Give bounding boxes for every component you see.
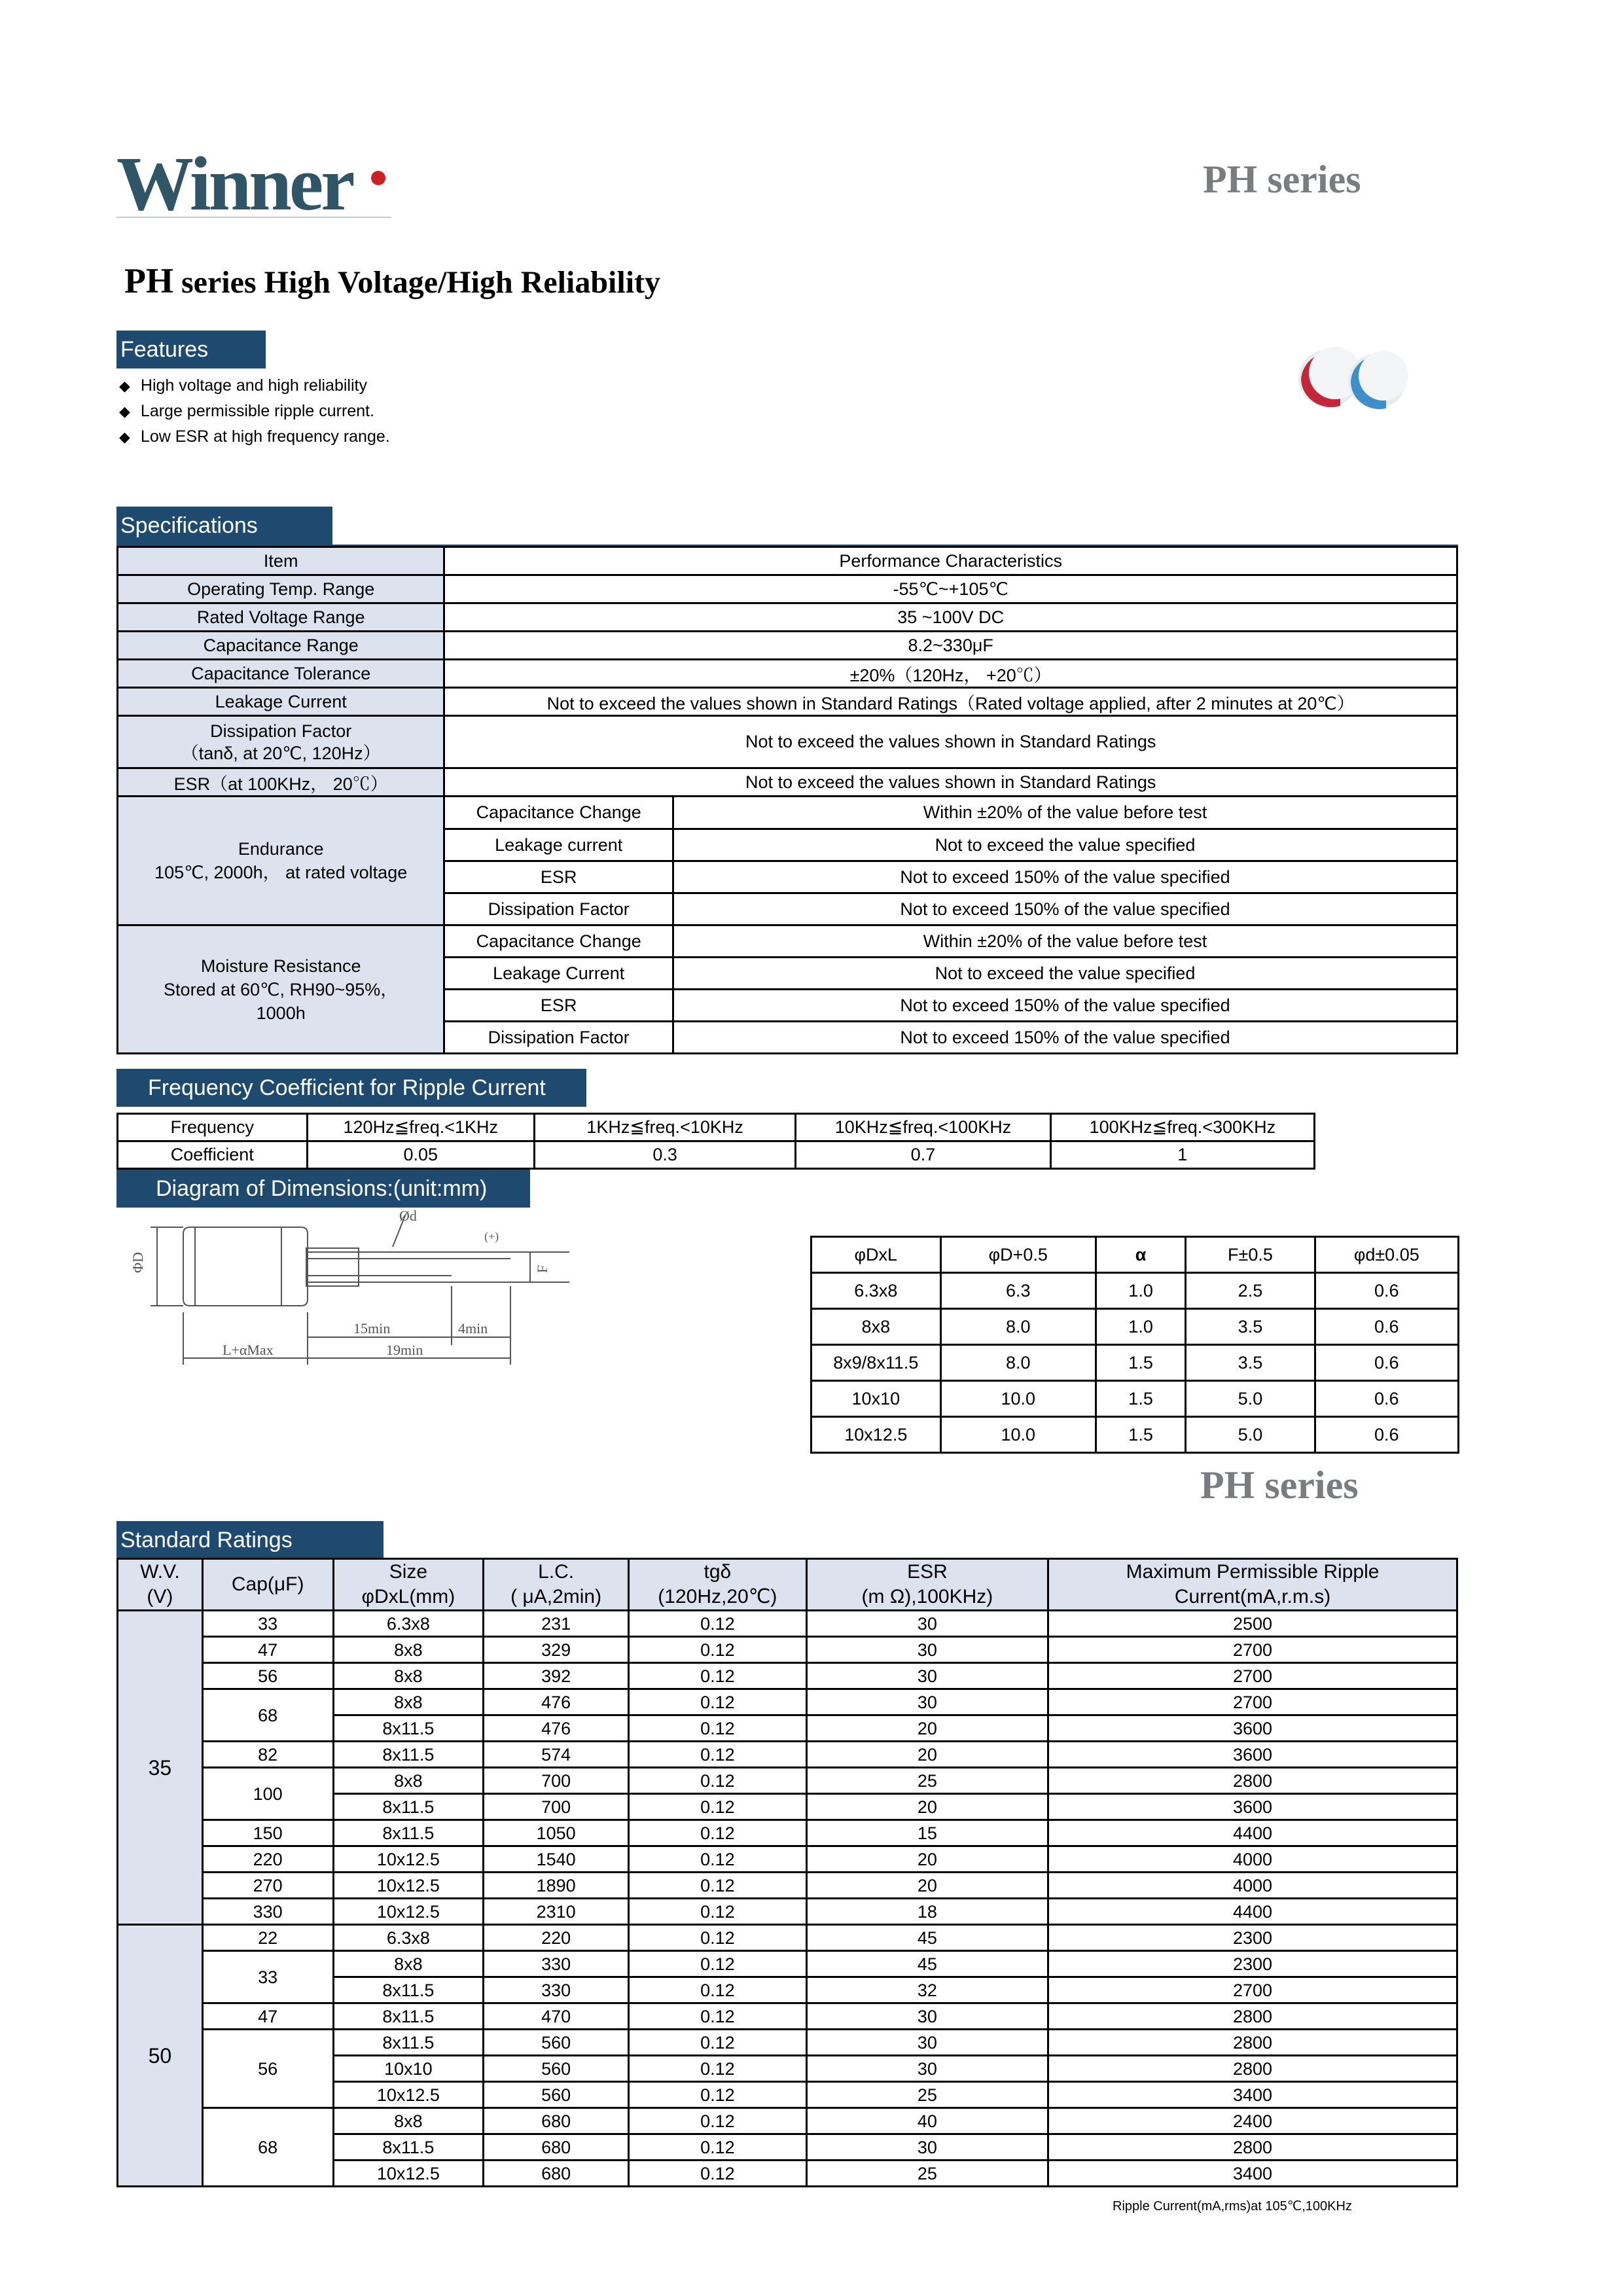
tg-cell: 0.12 <box>628 1742 806 1768</box>
table-row <box>118 1114 1315 1141</box>
capacitance-cell: 220 <box>202 1846 333 1873</box>
standard-ratings-table <box>116 1558 1458 2187</box>
table-row <box>118 1925 1457 1951</box>
size-cell: 8x11.5 <box>333 1715 484 1742</box>
test-value: Not to exceed 150% of the value specified <box>673 990 1457 1022</box>
spec-item: ESR（at 100KHz， 20℃） <box>118 768 444 797</box>
column-header: φDxL <box>812 1237 941 1273</box>
lc-cell: 560 <box>484 2082 629 2108</box>
table-row <box>118 575 1457 603</box>
features-tab: Features <box>116 331 266 368</box>
coefficient-cell: 0.3 <box>535 1141 796 1169</box>
table-row <box>118 603 1457 632</box>
esr-cell: 20 <box>806 1715 1048 1742</box>
specifications-table <box>116 546 1458 1054</box>
tg-cell: 0.12 <box>628 1846 806 1873</box>
capacitance-cell: 82 <box>202 1742 333 1768</box>
label-line: 1000h <box>256 1003 306 1023</box>
footnote: Ripple Current(mA,rms)at 105℃,100KHz <box>1113 2199 1352 2214</box>
frequency-cell: 1KHz≦freq.<10KHz <box>535 1114 796 1141</box>
tg-cell: 0.12 <box>628 1715 806 1742</box>
header-line: (m Ω),100KHz) <box>861 1586 993 1607</box>
esr-cell: 40 <box>806 2108 1048 2134</box>
tg-cell: 0.12 <box>628 1689 806 1715</box>
table-cell: 8x9/8x11.5 <box>812 1345 941 1381</box>
size-cell: 8x8 <box>333 1689 484 1715</box>
tg-cell: 0.12 <box>628 1820 806 1846</box>
size-cell: 6.3x8 <box>333 1611 484 1637</box>
tg-cell: 0.12 <box>628 1611 806 1637</box>
header-line: Size <box>389 1561 428 1583</box>
capacitance-cell: 270 <box>202 1873 333 1899</box>
esr-cell: 30 <box>806 1637 1048 1663</box>
header-line: (V) <box>147 1586 173 1607</box>
tg-cell: 0.12 <box>628 1951 806 1977</box>
size-cell: 10x10 <box>333 2056 484 2082</box>
tg-cell: 0.12 <box>628 2003 806 2030</box>
esr-cell: 25 <box>806 2082 1048 2108</box>
lc-cell: 680 <box>484 2134 629 2161</box>
table-cell: 10x10 <box>812 1381 941 1417</box>
ripple-cell: 2800 <box>1048 2030 1457 2056</box>
capacitance-cell: 33 <box>202 1611 333 1637</box>
lc-cell: 1050 <box>484 1820 629 1846</box>
tg-cell: 0.12 <box>628 1873 806 1899</box>
size-cell: 8x8 <box>333 2108 484 2134</box>
dimensions-tab: Diagram of Dimensions:(unit:mm) <box>116 1170 530 1208</box>
ripple-cell: 2700 <box>1048 1663 1457 1689</box>
esr-cell: 30 <box>806 1689 1048 1715</box>
size-cell: 8x8 <box>333 1768 484 1794</box>
table-row <box>812 1345 1459 1381</box>
lead-15-label: 15min <box>353 1320 391 1336</box>
capacitance-cell: 22 <box>202 1925 333 1951</box>
table-cell: 8.0 <box>940 1345 1096 1381</box>
dimensions-table <box>810 1236 1459 1454</box>
coefficient-label: Coefficient <box>118 1141 308 1169</box>
ripple-cell: 2700 <box>1048 1637 1457 1663</box>
diameter-label: ΦD <box>130 1252 146 1273</box>
test-value: Within ±20% of the value before test <box>673 797 1457 829</box>
col-tg <box>628 1559 806 1611</box>
esr-cell: 15 <box>806 1820 1048 1846</box>
test-item: Capacitance Change <box>444 925 673 958</box>
test-item: Leakage current <box>444 829 673 861</box>
features-list <box>119 373 390 450</box>
table-row <box>812 1309 1459 1345</box>
table-cell: 0.6 <box>1315 1273 1458 1309</box>
winner-logo <box>116 149 398 221</box>
table-row <box>118 1689 1457 1715</box>
lc-cell: 392 <box>484 1663 629 1689</box>
test-value: Not to exceed 150% of the value specified <box>673 1022 1457 1054</box>
test-value: Within ±20% of the value before test <box>673 925 1457 958</box>
test-item: ESR <box>444 861 673 893</box>
table-row <box>118 1899 1457 1925</box>
coefficient-cell: 0.7 <box>796 1141 1050 1169</box>
table-row <box>118 1611 1457 1637</box>
test-item: Capacitance Change <box>444 797 673 829</box>
tg-cell: 0.12 <box>628 1977 806 2003</box>
table-cell: 0.6 <box>1315 1381 1458 1417</box>
tg-cell: 0.12 <box>628 2082 806 2108</box>
voltage-cell: 35 <box>118 1611 203 1925</box>
ripple-cell: 2700 <box>1048 1689 1457 1715</box>
size-cell: 8x8 <box>333 1637 484 1663</box>
header-line: ( μA,2min) <box>510 1586 602 1607</box>
table-cell: 2.5 <box>1186 1273 1315 1309</box>
size-cell: 10x12.5 <box>333 1873 484 1899</box>
spec-item <box>118 716 444 768</box>
pitch-label: F <box>534 1265 550 1273</box>
plus-label: (+) <box>484 1230 499 1243</box>
capacitance-cell: 68 <box>202 1689 333 1742</box>
test-item: Dissipation Factor <box>444 1022 673 1054</box>
table-cell: 5.0 <box>1186 1381 1315 1417</box>
table-row <box>118 688 1457 716</box>
test-item: ESR <box>444 990 673 1022</box>
lc-cell: 680 <box>484 2108 629 2134</box>
size-cell: 10x12.5 <box>333 1899 484 1925</box>
tg-cell: 0.12 <box>628 1637 806 1663</box>
esr-cell: 30 <box>806 1611 1048 1637</box>
esr-cell: 45 <box>806 1951 1048 1977</box>
esr-cell: 30 <box>806 2003 1048 2030</box>
capacitance-cell: 68 <box>202 2108 333 2187</box>
esr-cell: 45 <box>806 1925 1048 1951</box>
ripple-cell: 2400 <box>1048 2108 1457 2134</box>
table-row <box>118 1873 1457 1899</box>
frequency-tab: Frequency Coefficient for Ripple Current <box>116 1069 586 1107</box>
spec-value: Not to exceed the values shown in Standard Ratings <box>444 768 1457 797</box>
test-value: Not to exceed the value specified <box>673 829 1457 861</box>
spec-item-line: （tanδ, at 20℃, 120Hz） <box>181 743 381 763</box>
spec-item: Capacitance Range <box>118 632 444 660</box>
table-row <box>118 716 1457 768</box>
endurance-label <box>118 797 444 925</box>
col-esr <box>806 1559 1048 1611</box>
ripple-cell: 3600 <box>1048 1794 1457 1820</box>
table-row <box>118 1742 1457 1768</box>
ratings-tab: Standard Ratings <box>116 1521 383 1559</box>
tg-cell: 0.12 <box>628 2056 806 2082</box>
label-line: Stored at 60℃, RH90~95%， <box>164 979 399 999</box>
table-row <box>118 925 1457 958</box>
ripple-cell: 2500 <box>1048 1611 1457 1637</box>
size-cell: 8x8 <box>333 1663 484 1689</box>
ripple-cell: 2800 <box>1048 1768 1457 1794</box>
lc-cell: 680 <box>484 2161 629 2187</box>
table-row <box>118 1768 1457 1794</box>
table-row <box>118 1637 1457 1663</box>
table-row <box>118 1141 1315 1169</box>
table-row <box>118 1846 1457 1873</box>
table-cell: 0.6 <box>1315 1417 1458 1453</box>
column-header: α <box>1096 1237 1185 1273</box>
size-cell: 6.3x8 <box>333 1925 484 1951</box>
size-cell: 8x11.5 <box>333 2030 484 2056</box>
dimension-diagram <box>124 1208 582 1378</box>
table-row <box>118 2108 1457 2134</box>
header-line: Current(mA,r.m.s) <box>1174 1586 1331 1607</box>
ripple-cell: 3600 <box>1048 1715 1457 1742</box>
size-cell: 8x11.5 <box>333 1742 484 1768</box>
specifications-tab: Specifications <box>116 507 332 545</box>
table-cell: 6.3x8 <box>812 1273 941 1309</box>
table-cell: 1.5 <box>1096 1417 1185 1453</box>
esr-cell: 20 <box>806 1742 1048 1768</box>
tg-cell: 0.12 <box>628 1899 806 1925</box>
feature-item: ◆ High voltage and high reliability <box>119 373 390 399</box>
lead-4-label: 4min <box>458 1320 488 1336</box>
table-cell: 1.0 <box>1096 1273 1185 1309</box>
size-cell: 10x12.5 <box>333 1846 484 1873</box>
table-row <box>812 1417 1459 1453</box>
frequency-cell: 10KHz≦freq.<100KHz <box>796 1114 1050 1141</box>
test-value: Not to exceed 150% of the value specified <box>673 861 1457 893</box>
table-cell: 0.6 <box>1315 1345 1458 1381</box>
test-value: Not to exceed the value specified <box>673 958 1457 990</box>
ripple-cell: 3600 <box>1048 1742 1457 1768</box>
size-cell: 8x11.5 <box>333 2134 484 2161</box>
ripple-cell: 4400 <box>1048 1820 1457 1846</box>
lc-cell: 476 <box>484 1715 629 1742</box>
spec-value: Not to exceed the values shown in Standard Ratings <box>444 716 1457 768</box>
header-performance: Performance Characteristics <box>444 547 1457 575</box>
capacitance-cell: 56 <box>202 1663 333 1689</box>
esr-cell: 32 <box>806 1977 1048 2003</box>
size-cell: 10x12.5 <box>333 2161 484 2187</box>
table-row <box>118 2030 1457 2056</box>
table-row <box>812 1381 1459 1417</box>
table-row <box>118 660 1457 688</box>
lc-cell: 1540 <box>484 1846 629 1873</box>
title-rest: series High Voltage/High Reliability <box>173 265 661 300</box>
ripple-cell: 4000 <box>1048 1873 1457 1899</box>
table-cell: 3.5 <box>1186 1345 1315 1381</box>
table-cell: 8x8 <box>812 1309 941 1345</box>
table-cell: 8.0 <box>940 1309 1096 1345</box>
spec-value: 35 ~100V DC <box>444 603 1457 632</box>
page-title <box>124 260 660 301</box>
spec-item: Rated Voltage Range <box>118 603 444 632</box>
svg-text:Winner: Winner <box>116 149 353 221</box>
series-tag: PH series <box>1203 158 1361 201</box>
table-row <box>118 632 1457 660</box>
ripple-cell: 4400 <box>1048 1899 1457 1925</box>
test-item: Leakage Current <box>444 958 673 990</box>
table-row <box>118 768 1457 797</box>
table-row <box>118 1951 1457 1977</box>
table-row <box>118 1820 1457 1846</box>
spec-value: -55℃~+105℃ <box>444 575 1457 603</box>
size-cell: 8x11.5 <box>333 1794 484 1820</box>
esr-cell: 25 <box>806 1768 1048 1794</box>
ripple-cell: 4000 <box>1048 1846 1457 1873</box>
esr-cell: 30 <box>806 2134 1048 2161</box>
capacitance-cell: 56 <box>202 2030 333 2108</box>
table-header-row <box>118 1559 1457 1611</box>
capacitance-cell: 47 <box>202 1637 333 1663</box>
spec-item: Leakage Current <box>118 688 444 716</box>
table-cell: 10x12.5 <box>812 1417 941 1453</box>
header-line: W.V. <box>140 1561 180 1583</box>
coefficient-cell: 1 <box>1050 1141 1314 1169</box>
capacitance-cell: 100 <box>202 1768 333 1820</box>
size-cell: 8x8 <box>333 1951 484 1977</box>
table-row <box>118 797 1457 829</box>
lc-cell: 329 <box>484 1637 629 1663</box>
table-cell: 1.0 <box>1096 1309 1185 1345</box>
table-row <box>812 1273 1459 1309</box>
capacitance-cell: 150 <box>202 1820 333 1846</box>
frequency-cell: 120Hz≦freq.<1KHz <box>307 1114 534 1141</box>
frequency-table <box>116 1113 1315 1170</box>
ripple-cell: 3400 <box>1048 2161 1457 2187</box>
capacitance-cell: 47 <box>202 2003 333 2030</box>
column-header: φd±0.05 <box>1315 1237 1458 1273</box>
esr-cell: 30 <box>806 2030 1048 2056</box>
lc-cell: 574 <box>484 1742 629 1768</box>
tg-cell: 0.12 <box>628 1925 806 1951</box>
col-wv <box>118 1559 203 1611</box>
lc-cell: 231 <box>484 1611 629 1637</box>
lc-cell: 2310 <box>484 1899 629 1925</box>
table-row <box>118 1663 1457 1689</box>
esr-cell: 18 <box>806 1899 1048 1925</box>
spec-value: Not to exceed the values shown in Standard Ratings（Rated voltage applied, after 2 minutes at 20℃） <box>444 688 1457 716</box>
moisture-label <box>118 925 444 1054</box>
tg-cell: 0.12 <box>628 2108 806 2134</box>
capacitance-cell: 33 <box>202 1951 333 2003</box>
tg-cell: 0.12 <box>628 1663 806 1689</box>
esr-cell: 30 <box>806 1663 1048 1689</box>
tg-cell: 0.12 <box>628 1768 806 1794</box>
table-row <box>118 2003 1457 2030</box>
frequency-label: Frequency <box>118 1114 308 1141</box>
label-line: 105℃, 2000h， at rated voltage <box>154 863 408 882</box>
lc-cell: 560 <box>484 2030 629 2056</box>
table-cell: 3.5 <box>1186 1309 1315 1345</box>
col-cap: Cap(μF) <box>202 1559 333 1611</box>
lc-cell: 476 <box>484 1689 629 1715</box>
ripple-cell: 2300 <box>1048 1951 1457 1977</box>
tg-cell: 0.12 <box>628 2161 806 2187</box>
header-item: Item <box>118 547 444 575</box>
ripple-cell: 3400 <box>1048 2082 1457 2108</box>
title-prefix: PH <box>124 261 173 300</box>
table-cell: 1.5 <box>1096 1381 1185 1417</box>
header-line: (120Hz,20℃) <box>658 1586 777 1607</box>
label-line: Moisture Resistance <box>200 956 361 976</box>
size-cell: 8x11.5 <box>333 2003 484 2030</box>
test-value: Not to exceed 150% of the value specified <box>673 893 1457 925</box>
lead-19-label: 19min <box>386 1342 423 1358</box>
feature-item: ◆ Large permissible ripple current. <box>119 399 390 424</box>
capacitor-photo <box>1294 340 1412 412</box>
tg-cell: 0.12 <box>628 2030 806 2056</box>
table-cell: 5.0 <box>1186 1417 1315 1453</box>
col-ripple <box>1048 1559 1457 1611</box>
lc-cell: 470 <box>484 2003 629 2030</box>
esr-cell: 20 <box>806 1846 1048 1873</box>
voltage-cell: 50 <box>118 1925 203 2187</box>
spec-value: 8.2~330μF <box>444 632 1457 660</box>
spec-item: Operating Temp. Range <box>118 575 444 603</box>
ripple-cell: 2700 <box>1048 1977 1457 2003</box>
header-line: tgδ <box>704 1561 732 1583</box>
col-lc <box>484 1559 629 1611</box>
length-label: L+αMax <box>223 1342 274 1358</box>
series-tag: PH series <box>1200 1463 1359 1507</box>
ripple-cell: 2800 <box>1048 2003 1457 2030</box>
spec-item: Capacitance Tolerance <box>118 660 444 688</box>
lc-cell: 700 <box>484 1768 629 1794</box>
column-header: F±0.5 <box>1186 1237 1315 1273</box>
lc-cell: 220 <box>484 1925 629 1951</box>
tg-cell: 0.12 <box>628 1794 806 1820</box>
esr-cell: 20 <box>806 1873 1048 1899</box>
feature-item: ◆ Low ESR at high frequency range. <box>119 424 390 450</box>
column-header: φD+0.5 <box>940 1237 1096 1273</box>
esr-cell: 20 <box>806 1794 1048 1820</box>
esr-cell: 30 <box>806 2056 1048 2082</box>
col-size <box>333 1559 484 1611</box>
table-cell: 10.0 <box>940 1381 1096 1417</box>
lc-cell: 560 <box>484 2056 629 2082</box>
table-header-row <box>812 1237 1459 1273</box>
ripple-cell: 2800 <box>1048 2056 1457 2082</box>
header-line: L.C. <box>538 1561 575 1583</box>
lc-cell: 1890 <box>484 1873 629 1899</box>
spec-item-line: Dissipation Factor <box>210 721 352 741</box>
lc-cell: 330 <box>484 1977 629 2003</box>
table-cell: 1.5 <box>1096 1345 1185 1381</box>
header-line: ESR <box>907 1561 948 1583</box>
lc-cell: 700 <box>484 1794 629 1820</box>
size-cell: 8x11.5 <box>333 1977 484 2003</box>
table-cell: 10.0 <box>940 1417 1096 1453</box>
lc-cell: 330 <box>484 1951 629 1977</box>
ripple-cell: 2800 <box>1048 2134 1457 2161</box>
frequency-cell: 100KHz≦freq.<300KHz <box>1050 1114 1314 1141</box>
od-label: Ød <box>399 1208 417 1224</box>
coefficient-cell: 0.05 <box>307 1141 534 1169</box>
table-header-row <box>118 547 1457 575</box>
esr-cell: 25 <box>806 2161 1048 2187</box>
capacitance-cell: 330 <box>202 1899 333 1925</box>
size-cell: 8x11.5 <box>333 1820 484 1846</box>
size-cell: 10x12.5 <box>333 2082 484 2108</box>
label-line: Endurance <box>238 839 324 859</box>
table-cell: 6.3 <box>940 1273 1096 1309</box>
ripple-cell: 2300 <box>1048 1925 1457 1951</box>
header-line: Maximum Permissible Ripple <box>1126 1561 1380 1583</box>
header-line: φDxL(mm) <box>361 1586 455 1607</box>
table-cell: 0.6 <box>1315 1309 1458 1345</box>
spec-value: ±20%（120Hz， +20℃） <box>444 660 1457 688</box>
tg-cell: 0.12 <box>628 2134 806 2161</box>
test-item: Dissipation Factor <box>444 893 673 925</box>
